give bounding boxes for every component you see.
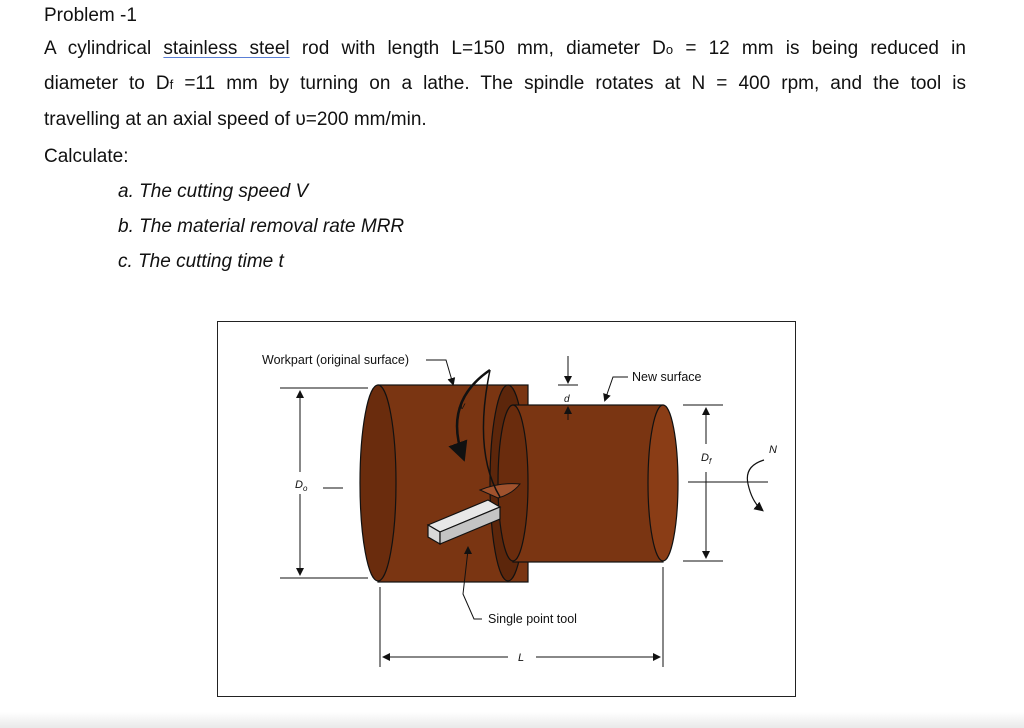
subscript-o: o: [665, 42, 674, 57]
question-item-b: [118, 215, 404, 239]
label-d0-sub: o: [302, 484, 308, 493]
subscript-f: f: [169, 77, 174, 92]
stmt-text: = 12 mm is being reduced in: [673, 38, 966, 59]
stmt-text: =11 mm by turning on a lathe. The spindle rotates at N = 400 rpm, and the tool is: [173, 73, 967, 94]
item-text: The cutting time t: [138, 251, 284, 272]
item-text: The material removal rate MRR: [139, 216, 405, 237]
label-workpart: Workpart (original surface): [262, 353, 410, 367]
label-v: v: [460, 401, 465, 412]
df-dimension-arrow-icon: [683, 405, 768, 561]
label-l: L: [518, 652, 525, 664]
item-marker: c.: [118, 251, 133, 272]
label-d0-main: D: [295, 479, 303, 491]
question-item-a: [118, 180, 308, 204]
d0-dimension-arrow-icon: [280, 388, 368, 578]
label-df-main: D: [701, 452, 709, 464]
label-d: d: [564, 394, 570, 405]
problem-title: Problem -1: [44, 5, 137, 26]
page-bottom-edge: [0, 712, 1024, 728]
problem-statement-line-3: travelling at an axial speed of υ=200 mm/min.: [44, 109, 427, 130]
rotation-arrow-icon: [747, 460, 764, 510]
question-item-c: [118, 250, 284, 274]
label-new-surface: New surface: [632, 370, 702, 384]
stmt-text: diameter to D: [44, 73, 170, 94]
calculate-label: Calculate:: [44, 146, 129, 167]
stmt-text: A cylindrical: [44, 38, 164, 59]
item-text: The cutting speed V: [139, 181, 309, 202]
item-marker: b.: [118, 216, 134, 237]
item-marker: a.: [118, 181, 134, 202]
label-n: N: [769, 444, 777, 456]
stmt-text: rod with length L=150 mm, diameter D: [289, 38, 666, 59]
workpiece-new-cylinder: [498, 405, 678, 562]
label-d0: [295, 479, 308, 493]
turning-diagram: [218, 322, 795, 696]
turning-diagram-figure: [217, 321, 796, 697]
label-df-sub: f: [708, 457, 712, 466]
label-single-point-tool: Single point tool: [488, 612, 577, 626]
stainless-steel-link[interactable]: stainless steel: [163, 38, 290, 59]
label-df: [701, 452, 712, 466]
problem-statement-line-1: [44, 37, 966, 62]
problem-statement-line-2: [44, 72, 966, 97]
